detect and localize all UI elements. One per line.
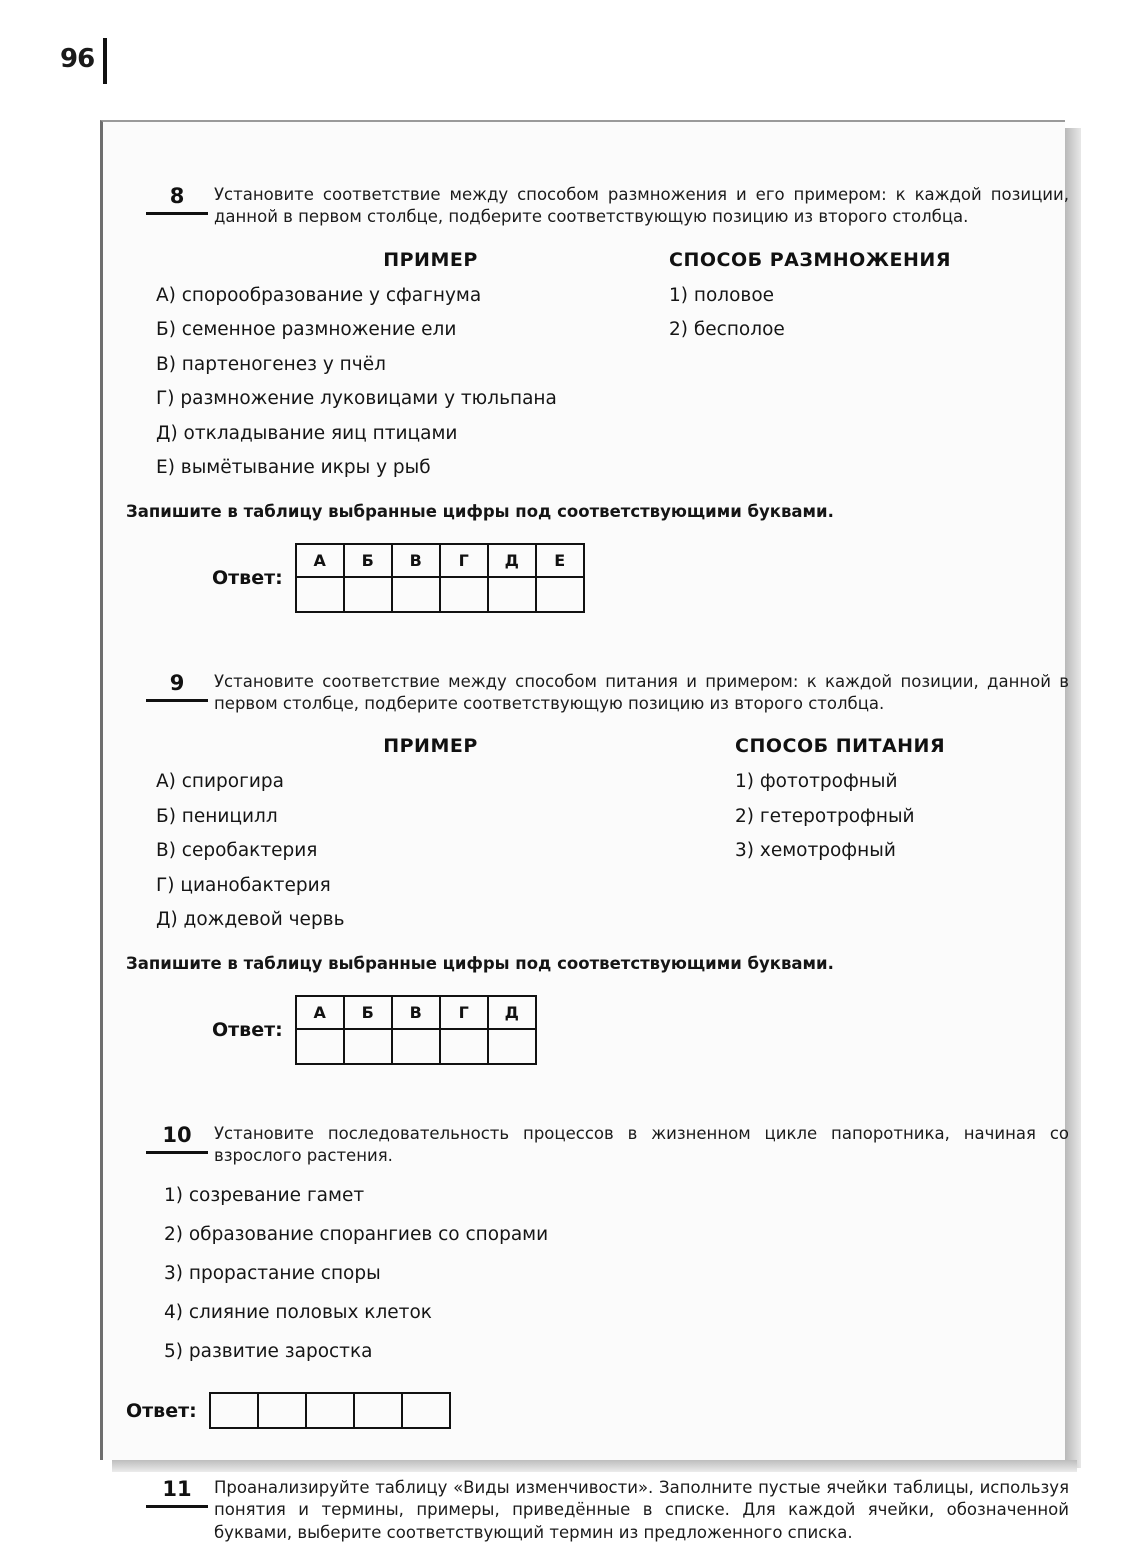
task-10-answer-cell-5[interactable] xyxy=(402,1393,450,1428)
task-10-option-1: 1) созревание гамет xyxy=(164,1185,365,1207)
task-8-example-g: Г) размножение луковицами у тюльпана xyxy=(156,388,557,410)
task-8-columns xyxy=(118,249,1073,478)
task-9-answer-table[interactable] xyxy=(295,995,537,1065)
task-10-prompt: Установите последовательность процессов в жизненном цикле папоротника, начиная со взрослого растения. xyxy=(214,1123,1069,1165)
task-8-example-column xyxy=(118,249,663,478)
table-row xyxy=(296,1029,536,1064)
task-11 xyxy=(118,1477,1073,1544)
page-number-rule xyxy=(103,38,107,84)
task-9-answer-row xyxy=(212,995,1073,1065)
task-9-answer-label: Ответ: xyxy=(212,1018,283,1041)
task-9-method-1: 1) фототрофный xyxy=(735,771,898,793)
task-8-example-v: В) партеногенез у пчёл xyxy=(156,353,386,375)
task-9-answer-cell-b[interactable] xyxy=(344,1029,392,1064)
task-10-answer-cell-3[interactable] xyxy=(306,1393,354,1428)
task-11-number: 11 xyxy=(162,1477,192,1502)
task-8-method-column xyxy=(663,249,1073,478)
task-10-answer-cell-4[interactable] xyxy=(354,1393,402,1428)
task-8-example-d: Д) откладывание яиц птицами xyxy=(156,422,458,444)
table-row xyxy=(296,544,584,577)
task-10-option-3: 3) прорастание споры xyxy=(164,1263,381,1285)
task-9-header-v: В xyxy=(392,996,440,1029)
task-8-header-e: Е xyxy=(536,544,584,577)
task-9-method-heading: СПОСОБ ПИТАНИЯ xyxy=(735,735,946,758)
task-9-example-d: Д) дождевой червь xyxy=(156,909,345,931)
task-8-method-heading: СПОСОБ РАЗМНОЖЕНИЯ xyxy=(669,248,951,271)
task-10-option-4: 4) слияние половых клеток xyxy=(164,1302,432,1324)
task-9-note: Запишите в таблицу выбранные цифры под соответствующими буквами. xyxy=(126,953,834,973)
task-10-number-rule xyxy=(146,1151,208,1154)
task-8-method-2: 2) бесполое xyxy=(669,319,785,341)
page-content xyxy=(118,130,1073,1542)
task-10 xyxy=(118,1123,1073,1430)
task-8-number-rule xyxy=(146,212,208,215)
task-9-example-b: Б) пеницилл xyxy=(156,805,278,827)
task-9-answer-cell-a[interactable] xyxy=(296,1029,344,1064)
task-9-method-3: 3) хемотрофный xyxy=(735,840,896,862)
task-10-answer-row xyxy=(126,1392,1073,1429)
task-9-columns xyxy=(118,735,1073,930)
task-8-number: 8 xyxy=(169,184,185,208)
task-9-answer-cell-d[interactable] xyxy=(488,1029,536,1064)
task-8 xyxy=(118,184,1073,613)
task-9-method-2: 2) гетеротрофный xyxy=(735,805,915,827)
task-9-example-column xyxy=(118,735,663,930)
task-11-number-rule xyxy=(146,1505,208,1508)
task-9-number: 9 xyxy=(169,670,185,695)
page-number: 96 xyxy=(60,44,95,74)
task-8-answer-cell-b[interactable] xyxy=(344,577,392,612)
task-8-prompt: Установите соответствие между способом размножения и его примером: к каждой позиции, данной в первом столбце, подберите соответствующую позицию из второго столбца. xyxy=(214,185,1069,227)
task-8-example-heading: ПРИМЕР xyxy=(383,248,478,271)
task-9-method-column xyxy=(663,735,1073,930)
task-10-option-2: 2) образование спорангиев со спорами xyxy=(164,1224,549,1246)
task-9-header-g: Г xyxy=(440,996,488,1029)
table-row xyxy=(296,996,536,1029)
task-9-header-a: А xyxy=(296,996,344,1029)
task-8-header-d: Д xyxy=(488,544,536,577)
task-9-prompt: Установите соответствие между способом питания и примером: к каждой позиции, данной в первом столбце, подберите соответствующую позицию из второго столбца. xyxy=(214,671,1069,713)
task-11-prompt: Проанализируйте таблицу «Виды изменчивости». Заполните пустые ячейки таблицы, используя понятия и термины, примеры, приведённые в списке. Для каждой ячейки, обозначенной буквами, выберите соответствующий термин из предложенного списка. xyxy=(214,1478,1069,1542)
task-8-answer-row xyxy=(212,543,1073,613)
table-row xyxy=(296,577,584,612)
task-8-header-v: В xyxy=(392,544,440,577)
task-9-answer-cell-v[interactable] xyxy=(392,1029,440,1064)
task-8-answer-label: Ответ: xyxy=(212,566,283,589)
table-row xyxy=(210,1393,450,1428)
task-8-note: Запишите в таблицу выбранные цифры под соответствующими буквами. xyxy=(126,501,834,521)
task-8-answer-cell-v[interactable] xyxy=(392,577,440,612)
task-9-example-g: Г) цианобактерия xyxy=(156,874,331,896)
task-8-header-g: Г xyxy=(440,544,488,577)
task-10-answer-cell-2[interactable] xyxy=(258,1393,306,1428)
task-8-answer-cell-g[interactable] xyxy=(440,577,488,612)
task-8-example-e: Е) вымётывание икры у рыб xyxy=(156,457,431,479)
task-10-options xyxy=(118,1185,1073,1362)
task-8-answer-cell-d[interactable] xyxy=(488,577,536,612)
task-9-example-a: А) спирогира xyxy=(156,771,284,793)
task-8-example-a: А) спорообразование у сфагнума xyxy=(156,284,482,306)
task-8-example-b: Б) семенное размножение ели xyxy=(156,319,457,341)
task-8-answer-table[interactable] xyxy=(295,543,585,613)
task-10-option-5: 5) развитие заростка xyxy=(164,1341,373,1363)
task-10-answer-cell-1[interactable] xyxy=(210,1393,258,1428)
task-8-method-1: 1) половое xyxy=(669,284,775,306)
task-10-answer-table[interactable] xyxy=(209,1392,451,1429)
task-9 xyxy=(118,671,1073,1065)
task-8-answer-cell-e[interactable] xyxy=(536,577,584,612)
task-8-header-a: А xyxy=(296,544,344,577)
task-9-example-v: В) серобактерия xyxy=(156,840,318,862)
task-9-header-d: Д xyxy=(488,996,536,1029)
task-9-example-heading: ПРИМЕР xyxy=(383,735,478,758)
task-8-answer-cell-a[interactable] xyxy=(296,577,344,612)
scan-shadow-bottom xyxy=(112,1460,1077,1472)
task-10-answer-label: Ответ: xyxy=(126,1399,197,1422)
task-9-answer-cell-g[interactable] xyxy=(440,1029,488,1064)
task-9-number-rule xyxy=(146,699,208,702)
task-8-header-b: Б xyxy=(344,544,392,577)
task-9-header-b: Б xyxy=(344,996,392,1029)
task-10-number: 10 xyxy=(162,1122,192,1147)
